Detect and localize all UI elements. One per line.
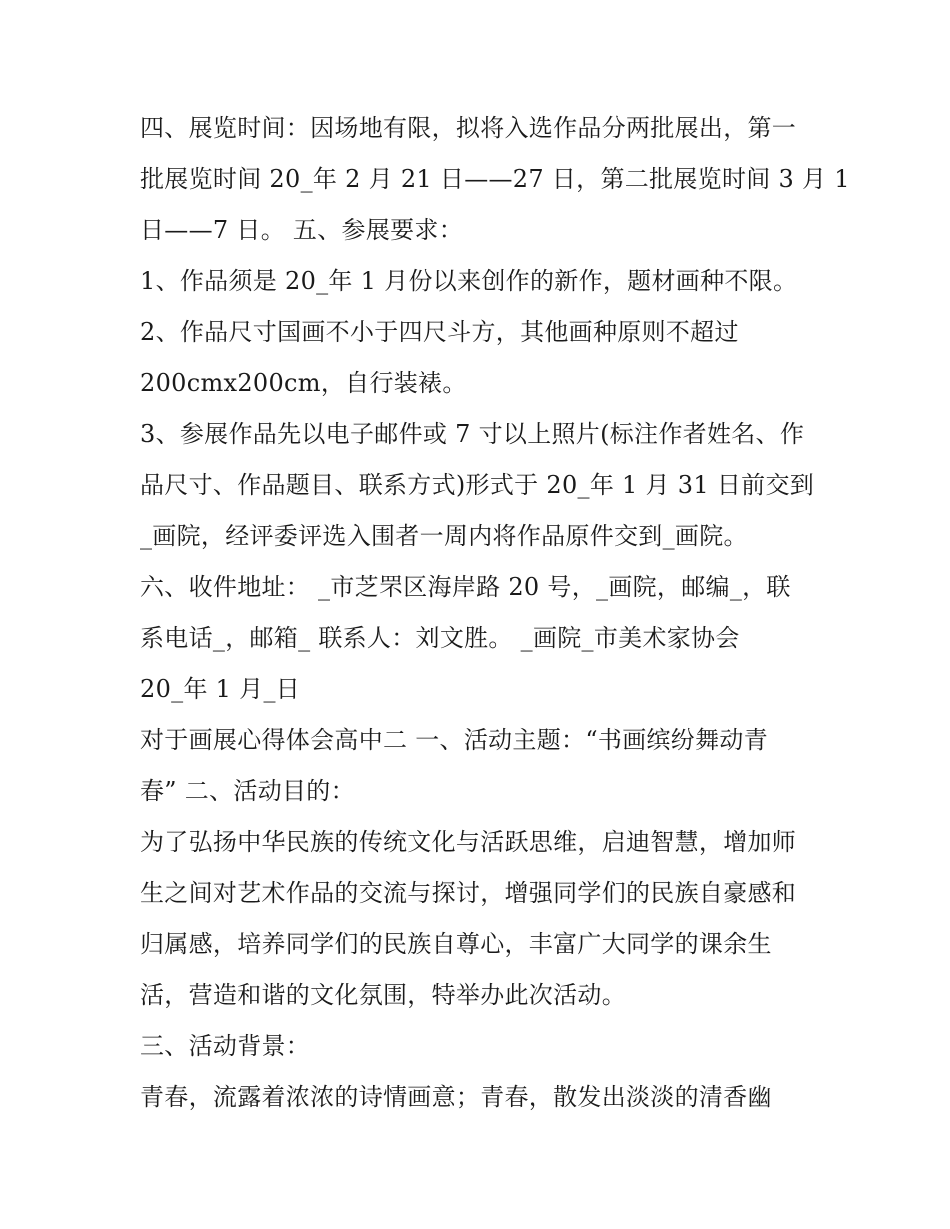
text-line: 对于画展心得体会高中二 一、活动主题：“书画缤纷舞动青 <box>140 726 768 754</box>
text-line: 品尺寸、作品题目、联系方式)形式于 20_年 1 月 31 日前交到 <box>140 471 815 499</box>
text-line: 生之间对艺术作品的交流与探讨，增强同学们的民族自豪感和 <box>140 879 797 907</box>
text-line: 200cmx200cm，自行装裱。 <box>140 369 467 397</box>
text-line: _画院，经评委评选入围者一周内将作品原件交到_画院。 <box>140 522 748 550</box>
text-line: 四、展览时间：因场地有限，拟将入选作品分两批展出，第一 <box>140 114 797 142</box>
text-line: 批展览时间 20_年 2 月 21 日——27 日，第二批展览时间 3 月 1 <box>140 165 850 193</box>
text-line: 六、收件地址： _市芝罘区海岸路 20 号，_画院，邮编_，联 <box>140 573 791 601</box>
text-line: 2、作品尺寸国画不小于四尺斗方，其他画种原则不超过 <box>140 318 739 346</box>
text-line: 青春，流露着浓浓的诗情画意；青春，散发出淡淡的清香幽 <box>140 1083 772 1111</box>
text-line: 日——7 日。 五、参展要求： <box>140 216 464 244</box>
text-line: 为了弘扬中华民族的传统文化与活跃思维，启迪智慧，增加师 <box>140 828 797 856</box>
text-line: 1、作品须是 20_年 1 月份以来创作的新作，题材画种不限。 <box>140 267 798 295</box>
text-line: 春” 二、活动目的： <box>140 777 355 805</box>
text-line: 20_年 1 月_日 <box>140 675 301 703</box>
text-line: 归属感，培养同学们的民族自尊心，丰富广大同学的课余生 <box>140 930 772 958</box>
text-line: 3、参展作品先以电子邮件或 7 寸以上照片(标注作者姓名、作 <box>140 420 805 448</box>
text-line: 三、活动背景： <box>140 1032 311 1060</box>
text-line: 系电话_，邮箱_ 联系人：刘文胜。 _画院_市美术家协会 <box>140 624 740 652</box>
text-line: 活，营造和谐的文化氛围，特举办此次活动。 <box>140 981 626 1009</box>
